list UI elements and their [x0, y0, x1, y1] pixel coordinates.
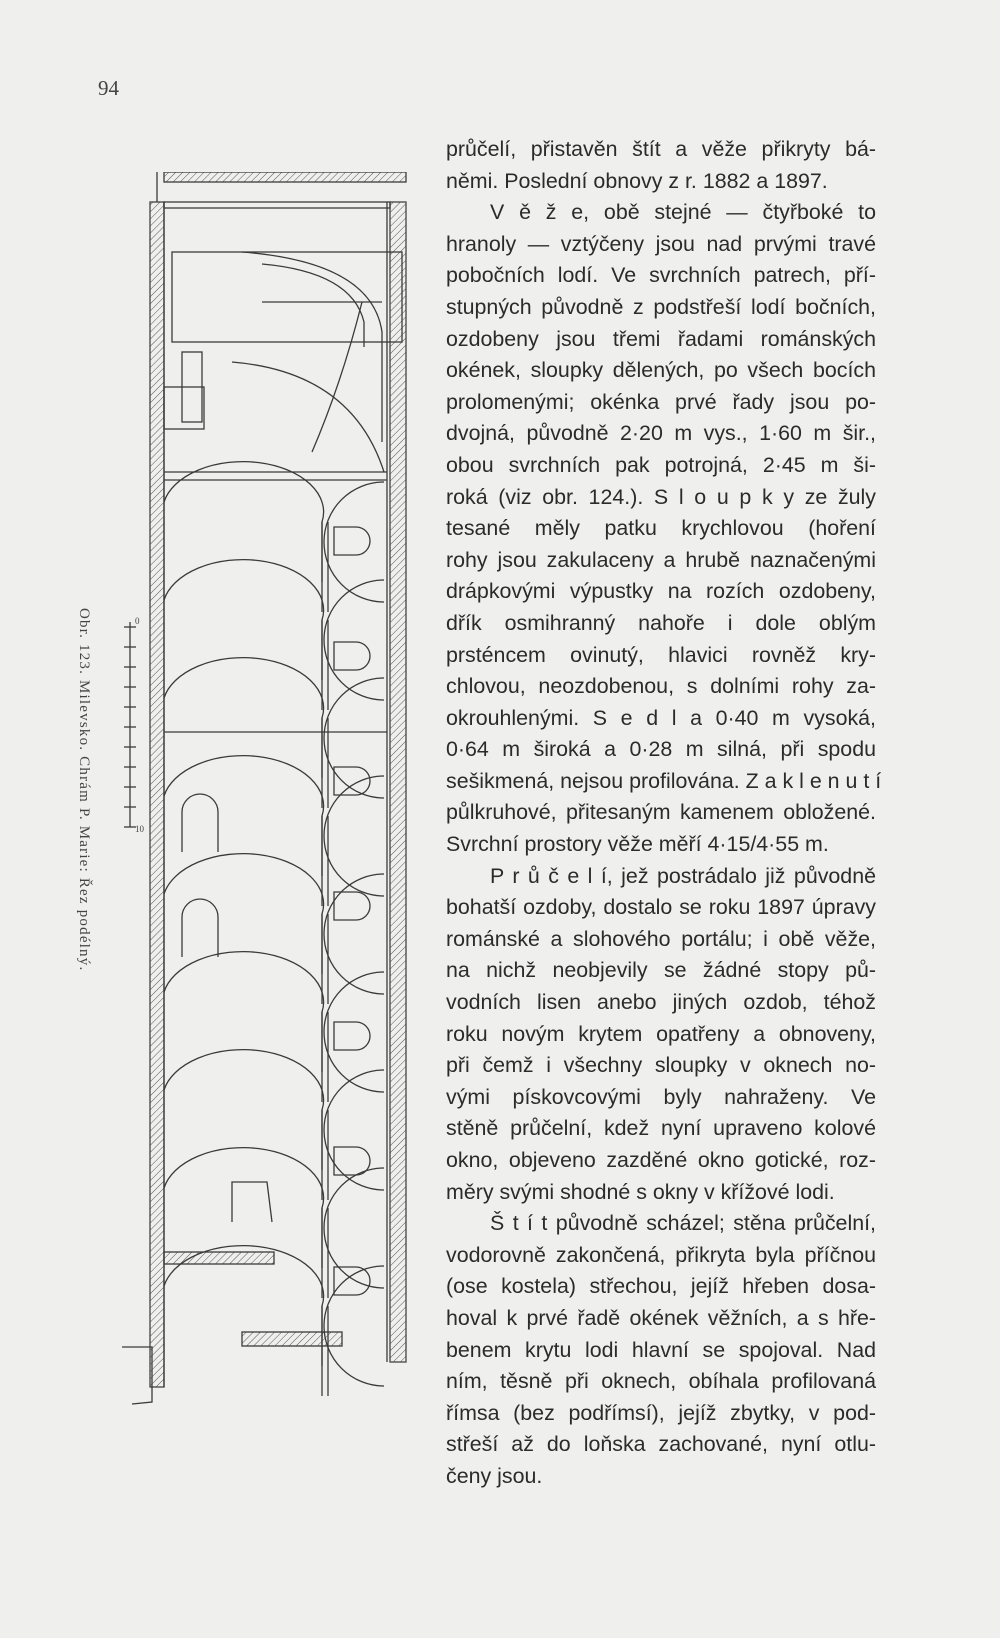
text-line: Š t í t původně scházel; stěna průčelní,	[490, 1211, 876, 1236]
text-line: prolomenými; okénka prvé řady jsou po-	[446, 389, 876, 414]
section-drawing-svg	[112, 172, 422, 1437]
text-line: (ose kostela) střechou, jejíž hřeben dosa-	[446, 1274, 876, 1299]
text-line: čeny jsou.	[446, 1463, 543, 1488]
nave-arch	[164, 1050, 324, 1170]
aisle-arch-opening	[182, 794, 218, 852]
ground-line	[122, 1347, 152, 1404]
text-line: měry svými shodné s okny v křížové lodi.	[446, 1179, 835, 1204]
text-line: chlovou, neozdobenou, s dolními rohy za-	[446, 674, 876, 699]
scale-label-0: 0	[135, 616, 140, 626]
text-line: hranoly — vztýčeny jsou nad prvými travé	[446, 231, 876, 256]
text-line: roká (viz obr. 124.). S l o u p k y ze žuly	[446, 484, 876, 509]
text-line: ním, těsně při oknech, obíhala profilovaná	[446, 1369, 876, 1394]
tower-arch-rib	[242, 252, 382, 442]
text-line: okrouhlenými. S e d l a 0·40 m vysoká,	[446, 705, 876, 730]
aisle-arch-opening	[182, 899, 218, 957]
text-line: dvojná, původně 2·20 m vys., 1·60 m šir.,	[446, 421, 876, 446]
text-line: vými pískovcovými byly nahraženy. Ve	[446, 1084, 876, 1109]
text-line: vodních lisen anebo jiných ozdob, téhož	[446, 990, 876, 1015]
text-line: obou svrchních pak potrojná, 2·45 m ši-	[446, 452, 876, 477]
tower-vault	[232, 362, 384, 472]
floor-band	[164, 1252, 274, 1264]
scale-bar	[124, 616, 145, 834]
text-line: němi. Poslední obnovy z r. 1882 a 1897.	[446, 168, 828, 193]
text-line: ozdobeny jsou třemi řadami románských	[446, 326, 876, 351]
tower-vault	[312, 302, 362, 452]
portal-stair	[232, 1182, 272, 1222]
figure-caption: Obr. 123. Milevsko. Chrám P. Marie: Řez podélný.	[76, 608, 92, 972]
nave-arch	[164, 756, 324, 876]
page-number: 94	[98, 76, 119, 100]
nave-arch	[324, 482, 384, 602]
tower-niche	[164, 387, 204, 429]
nave-arch	[324, 972, 384, 1092]
nave-arch	[324, 1168, 384, 1288]
text-line: hoval k prvé řadě okének věžních, a s hře-	[446, 1305, 876, 1330]
text-line: vodorovně zakončená, přikryta byla příčnou	[446, 1242, 876, 1267]
nave-arch	[164, 658, 324, 778]
nave-window	[334, 527, 370, 555]
text-line: roku novým krytem opatřeny a obnoveny,	[446, 1021, 876, 1046]
text-line: bohatší ozdoby, dostalo se roku 1897 úpravy	[446, 895, 876, 920]
text-line: prsténcem ovinutý, hlavici rovněž kry-	[446, 642, 876, 667]
text-line: rohy jsou zakulaceny a hrubě naznačenými	[446, 547, 876, 572]
nave-arch	[164, 560, 324, 680]
nave-arch	[324, 678, 384, 798]
text-line: okno, objeveno zazděné okno gotické, roz-	[446, 1148, 876, 1172]
body-text	[446, 134, 882, 1493]
tower-arch-rib	[262, 264, 364, 347]
tower-cornice	[164, 202, 390, 208]
text-line: stěně průčelní, kdež nyní upraveno kolové	[446, 1116, 876, 1141]
text-line: pobočních lodí. Ve svrchních patrech, pří-	[446, 263, 876, 288]
text-line: půlkruhové, přitesaným kamenem obložené.	[446, 800, 876, 825]
text-line: sešikmená, nejsou profilována. Z a k l e n u t í	[446, 768, 882, 793]
nave-window	[334, 1267, 370, 1295]
text-line: benem krytu lodi hlavní se spojoval. Nad	[446, 1337, 876, 1362]
text-line: 0·64 m široká a 0·28 m silná, při spodu	[446, 737, 876, 762]
text-line: drápkovými výpustky na rozích ozdobeny,	[446, 579, 876, 604]
nave-arch	[324, 776, 384, 896]
nave-arch	[164, 854, 324, 974]
nave-arch	[324, 1070, 384, 1190]
text-line: P r ů č e l í, jež postrádalo již původně	[490, 863, 876, 888]
text-line: průčelí, přistavěn štít a věže přikryty bá-	[446, 137, 876, 161]
nave-window	[334, 1022, 370, 1050]
text-line: římsa (bez podřímsí), jejíž zbytky, v pod-	[446, 1400, 876, 1425]
nave-arch	[324, 1266, 384, 1386]
text-line: dřík osmihranný nahoře i dole oblým	[446, 610, 876, 635]
text-line: stupných původně z podstřeší lodí bočních,	[446, 294, 876, 319]
text-line: při čemž i všechny sloupky v oknech no-	[446, 1053, 876, 1078]
section-drawing	[112, 172, 422, 1437]
text-line: tesané měly patku krychlovou (hoření	[446, 516, 876, 541]
nave-window	[334, 767, 370, 795]
left-wall	[150, 202, 164, 1387]
text-line: románské a slohového portálu; i obě věže,	[446, 926, 876, 951]
nave-arch	[324, 580, 384, 700]
nave-window	[334, 892, 370, 920]
text-line: střeší až do loňska zachované, nyní otlu-	[446, 1432, 876, 1457]
text-line: Svrchní prostory věže měří 4·15/4·55 m.	[446, 832, 829, 857]
wall-outlines	[122, 172, 406, 1404]
right-wall	[390, 202, 406, 1362]
tower-top-band	[164, 172, 406, 182]
tower-arch-frame	[172, 252, 402, 342]
text-line: okének, sloupky dělených, po všech bocích	[446, 358, 876, 383]
nave-arch	[164, 1148, 324, 1268]
nave-arch	[164, 952, 324, 1072]
nave-window	[334, 642, 370, 670]
text-line: na nichž neobjevily se žádné stopy pů-	[446, 958, 876, 983]
tower-section	[164, 252, 402, 480]
text-line: V ě ž e, obě stejné — čtyřboké to	[490, 200, 876, 225]
scale-label-10: 10	[135, 824, 144, 834]
